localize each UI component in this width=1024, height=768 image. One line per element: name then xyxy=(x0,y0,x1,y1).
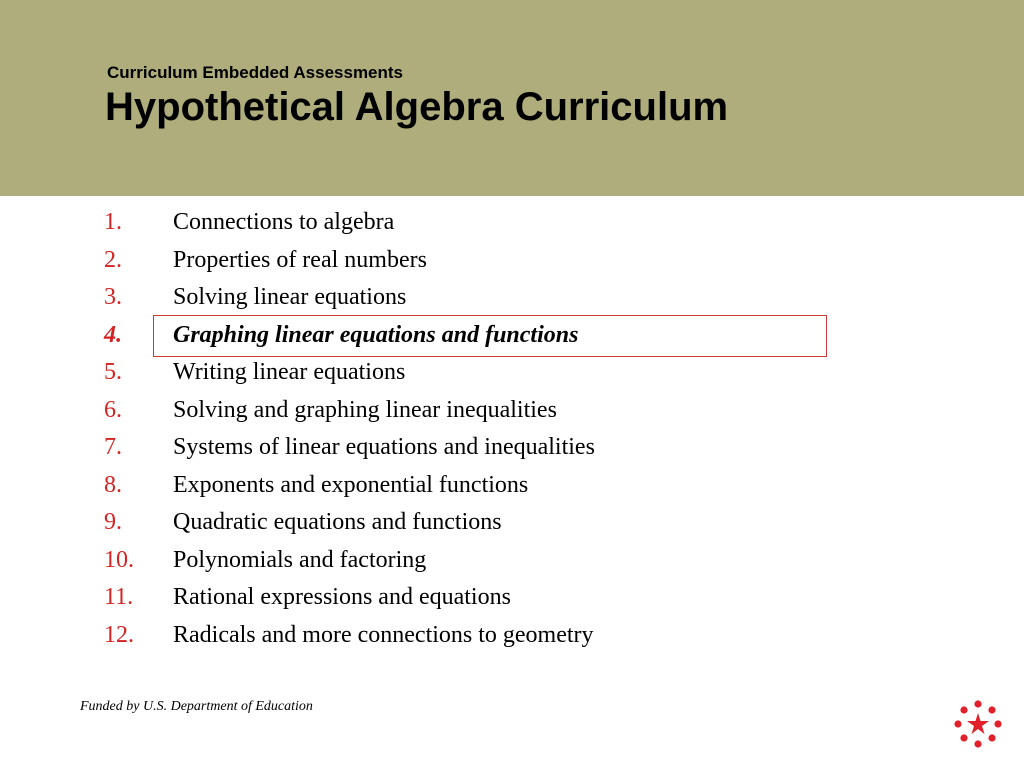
item-number: 6. xyxy=(104,396,122,423)
list-item xyxy=(0,467,1024,505)
list-item xyxy=(0,429,1024,467)
item-text: Connections to algebra xyxy=(173,209,395,235)
item-text: Writing linear equations xyxy=(173,359,406,385)
item-text: Solving linear equations xyxy=(173,284,407,310)
item-number: 10. xyxy=(104,546,134,573)
funding-note: Funded by U.S. Department of Education xyxy=(80,699,313,714)
item-number: 9. xyxy=(104,509,122,535)
list-item xyxy=(0,542,1024,580)
list-item xyxy=(0,504,1024,542)
slide-subtitle: Curriculum Embedded Assessments xyxy=(107,63,404,82)
item-text: Polynomials and factoring xyxy=(173,546,427,573)
header-band xyxy=(0,0,1024,196)
item-number: 1. xyxy=(104,209,122,235)
item-text: Rational expressions and equations xyxy=(173,584,511,610)
item-number: 11. xyxy=(104,584,134,610)
list-item xyxy=(0,579,1024,617)
slide-title: Hypothetical Algebra Curriculum xyxy=(105,85,729,129)
item-text: Quadratic equations and functions xyxy=(173,509,502,535)
item-number: 12. xyxy=(104,621,134,648)
list-item xyxy=(0,242,1024,280)
item-number: 4. xyxy=(104,321,122,348)
item-text: Solving and graphing linear inequalities xyxy=(173,396,557,423)
item-text: Properties of real numbers xyxy=(173,246,427,273)
item-text: Radicals and more connections to geometry xyxy=(173,621,594,648)
item-number: 8. xyxy=(104,471,122,498)
list-item xyxy=(0,279,1024,317)
item-number: 3. xyxy=(104,284,122,310)
list-item xyxy=(0,204,1024,242)
item-text: Exponents and exponential functions xyxy=(173,471,529,498)
item-number: 5. xyxy=(104,359,122,385)
red-star-burst-icon xyxy=(953,699,1003,749)
highlight-box xyxy=(153,315,827,357)
item-text: Graphing linear equations and functions xyxy=(173,321,579,348)
item-text: Systems of linear equations and inequalities xyxy=(173,434,595,460)
item-number: 7. xyxy=(104,434,122,460)
curriculum-list xyxy=(0,204,1024,654)
list-item xyxy=(0,617,1024,655)
list-item xyxy=(0,392,1024,430)
list-item xyxy=(0,354,1024,392)
item-number: 2. xyxy=(104,246,122,273)
